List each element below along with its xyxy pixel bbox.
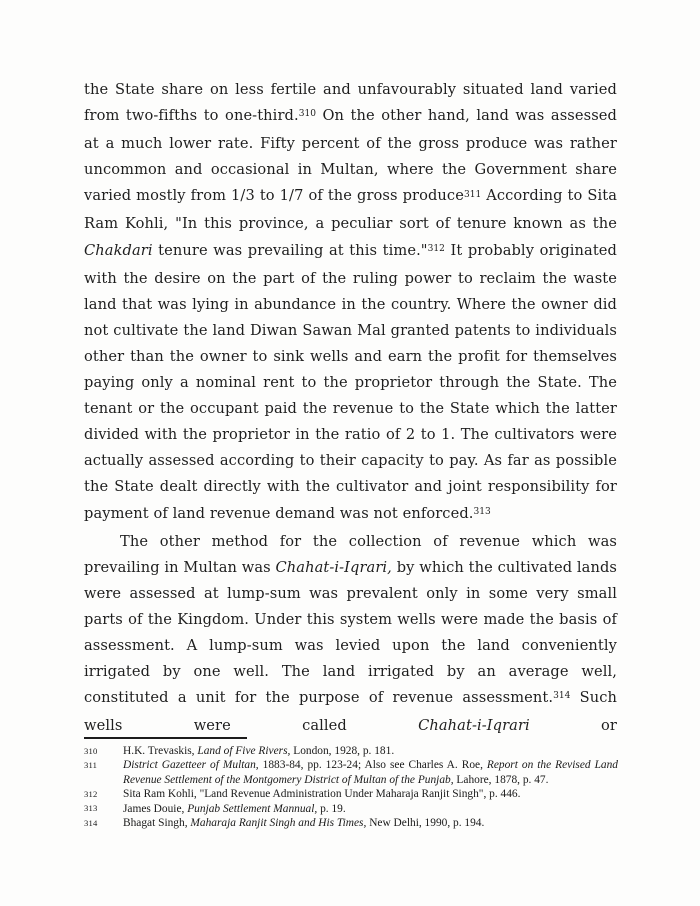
footnote-item: [84, 744, 618, 758]
italic-term: Chakdari: [84, 241, 153, 259]
footnotes: [84, 744, 618, 830]
text-run: The other method for the collection of revenue which was prevailing in Multan was: [84, 532, 617, 576]
paragraph: [84, 529, 617, 740]
text-run: tenure was prevailing at this time.": [152, 241, 428, 259]
footnote-text: [123, 758, 618, 787]
text-run: p. 19.: [317, 802, 346, 815]
text-run: H.K. Trevaskis,: [123, 745, 198, 757]
footnote-ref: 311: [463, 189, 482, 200]
text-run: or: [529, 717, 617, 735]
footnote-number: 312: [84, 788, 98, 799]
italic-term: Chahat-i-Iqrari: [418, 717, 530, 735]
italic-term: Chahat-i-Iqrari,: [275, 558, 392, 576]
footnote-text: [123, 816, 618, 830]
footnote-number: 311: [84, 759, 98, 770]
footnote-number: 314: [84, 817, 98, 828]
text-run: London, 1928, p. 181.: [290, 745, 395, 757]
text-run: New Delhi, 1990, p. 194.: [366, 817, 485, 830]
body-text: [84, 77, 617, 739]
footnote-number: 310: [84, 745, 98, 756]
italic-term: Punjab Settlement Mannual,: [187, 802, 318, 815]
footnote-separator: [84, 737, 247, 739]
footnote-ref: 310: [298, 109, 316, 120]
footnote-ref: 312: [427, 243, 445, 254]
text-run: the State share on less fertile and unfavourably situated land varied from two-fifths to one-third.: [84, 81, 617, 125]
footnote-item: [84, 816, 618, 830]
italic-term: Maharaja Ranjit Singh and His Times,: [190, 817, 367, 830]
footnote-ref: 313: [473, 506, 491, 517]
footnote-ref: 314: [553, 691, 571, 702]
footnote-item: [84, 787, 618, 801]
footnote-text: [123, 802, 618, 816]
footnote-text: [123, 744, 618, 758]
text-run: On the other hand, land was assessed at a much lower rate. Fifty percent of the gross produce was rather uncommon and occasional in Multan, where the Government share varied mostly from 1/3 to 1/7 of the gross produce: [84, 107, 617, 205]
text-run: Such wells were called: [84, 689, 617, 735]
text-run: Sita Ram Kohli, "Land Revenue Administration Under Maharaja Ranjit Singh", p. 446.: [123, 788, 521, 801]
footnote-item: [84, 758, 618, 787]
italic-term: Report on the Revised Land Revenue Settlement of the Montgomery District of Multan of the Punjab,: [123, 759, 618, 786]
footnote-text: [123, 787, 618, 801]
footnote-number: 313: [84, 803, 98, 814]
text-run: Bhagat Singh,: [123, 817, 191, 830]
footnote-item: [84, 802, 618, 816]
text-run: by which the cultivated lands were assessed at lump-sum was prevalent only in some very small parts of the Kingdom. Under this system wells were made the basis of assessment. A lump-sum was levied upon the land conveniently irrigated by one well. The land irrigated by an average well, constituted a unit for the purpose of revenue assessment.: [84, 558, 617, 707]
text-run: 1883-84, pp. 123-24; Also see Charles A. Roe,: [258, 759, 487, 772]
text-run: According to Sita Ram Kohli, "In this province, a peculiar sort of tenure known as the: [84, 187, 617, 233]
text-run: James Douie,: [123, 802, 188, 815]
text-run: Lahore, 1878, p. 47.: [453, 773, 549, 786]
text-run: It probably originated with the desire on the part of the ruling power to reclaim the waste land that was lying in abundance in the country. Where the owner did not cultivate the land Diwan Sawan Mal granted patents to individuals other than the owner to sink wells and earn the profit for themselves paying only a nominal rent to the proprietor through the State. The tenant or the occupant paid the revenue to the State which the latter divided with the proprietor in the ratio of 2 to 1. The cultivators were actually assessed according to their capacity to pay. As far as possible the State dealt directly with the cultivator and joint responsibility for payment of land revenue demand was not enforced.: [84, 241, 617, 522]
italic-term: District Gazetteer of Multan,: [123, 759, 259, 772]
paragraph: [84, 77, 617, 529]
italic-term: Land of Five Rivers,: [197, 745, 291, 757]
